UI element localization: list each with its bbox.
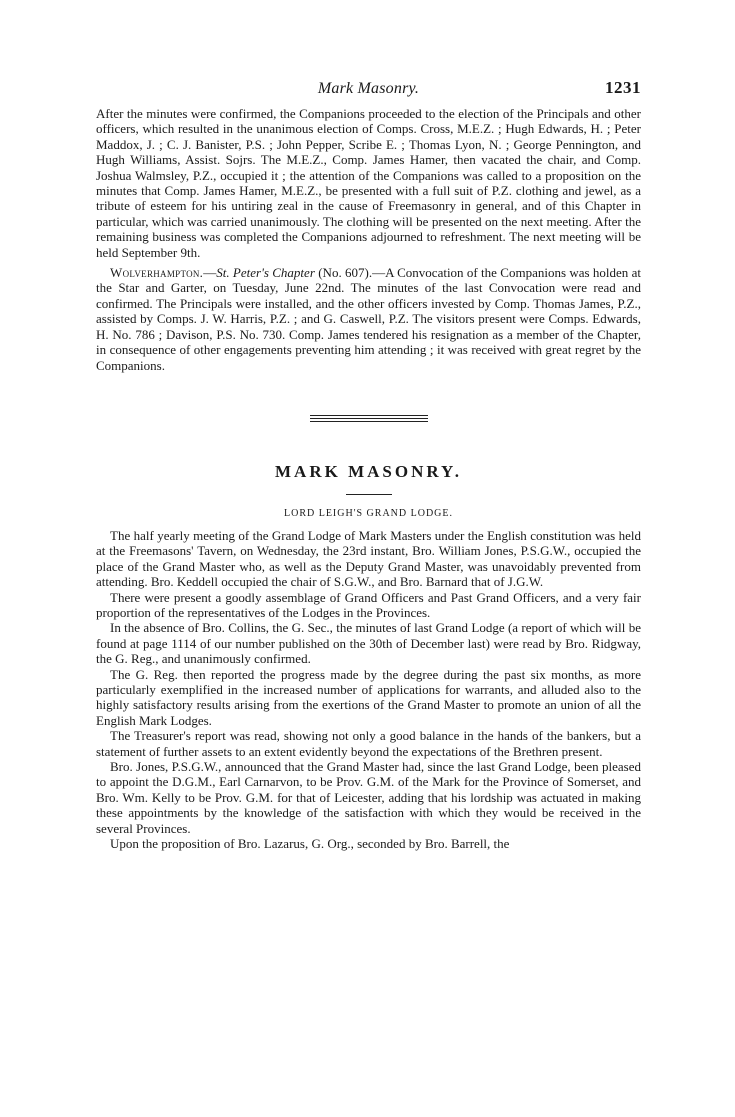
paragraph-body: In the absence of Bro. Collins, the G. Sec., the minutes of last Grand Lodge (a report of which will be found at page 1114 of our number published on the 30th of December last) were read by Bro. Ridgway, the G. Reg., and unanimously confirmed. xyxy=(96,620,641,667)
page-number: 1231 xyxy=(605,78,641,97)
paragraph-body: The Treasurer's report was read, showing not only a good balance in the hands of the bankers, but a statement of further assets to an extent evidently beyond the expectations of the Brethren present. xyxy=(96,728,641,759)
divider-line xyxy=(310,418,428,419)
paragraph-body: Bro. Jones, P.S.G.W., announced that the Grand Master had, since the last Grand Lodge, been pleased to appoint the D.G.M., Earl Carnarvon, to be Prov. G.M. of the Mark for the Province of Somerset, and Bro. Wm. Kelly to be Prov. G.M. for that of Leicester, adding that his lordship was actuated in making these appointments by the knowledge of the satisfaction with which they would be received in the several Provinces. xyxy=(96,759,641,836)
paragraph-wolverhampton-text: (No. 607).—A Convocation of the Companions was holden at the Star and Garter, on Tuesday, June 22nd. The minutes of the last Convocation were read and confirmed. The Principals were installed, and the other officers invested by Comp. Thomas James, P.Z., assisted by Comps. J. W. Harris, P.Z. ; and G. Caswell, P.Z. The visitors present were Comps. Edwards, H. No. 786 ; Davison, P.S. No. 730. Comp. James tendered his resignation as a member of the Chapter, in consequence of other engagements preventing him attending ; it was received with great regret by the Companions. xyxy=(96,265,642,373)
section-subtitle: LORD LEIGH'S GRAND LODGE. xyxy=(283,507,453,519)
paragraph-body: The G. Reg. then reported the progress made by the degree during the past six months, as more particularly exemplified in the increased number of applications for warrants, and alluded also to the highly satisfactory results arising from the exertions of the Grand Master to promote an union of all the English Mark Lodges. xyxy=(96,666,641,728)
running-title: Mark Masonry. xyxy=(317,80,420,97)
section-divider xyxy=(310,415,428,422)
divider-line xyxy=(310,415,428,416)
place-dash: — xyxy=(203,265,217,281)
paragraph-election: After the minutes were confirmed, the Companions proceeded to the election of the Principals and other officers, which resulted in the unanimous election of Comps. Cross, M.E.Z. ; Hugh Edwards, H. ; Peter Maddox, J. ; C. J. Banister, P.S. ; John Pepper, Scribe E. ; Thomas Lyon, N. ; George Pennington, and Hugh Williams, Assist. Sojrs. The M.E.Z., Comp. James Hamer, then vacated the chair, and Comp. Joshua Walmsley, P.Z., occupied it ; the attention of the Companions was called to a proposition on the minutes that Comp. James Hamer, M.E.Z., be presented with a full suit of P.Z. clothing and jewel, as a tribute of esteem for his untiring zeal in the cause of Freemasonry in general, and of this Chapter in particular, which was carried unanimously. The clothing will be presented on the next meeting. After the remaining business was completed the Companions adjourned to refreshment. The next meeting will be held September 9th. xyxy=(96,106,641,260)
divider-line xyxy=(310,421,428,422)
paragraph-body: Upon the proposition of Bro. Lazarus, G. Org., seconded by Bro. Barrell, the xyxy=(110,836,510,852)
chapter-name: St. Peter's Chapter xyxy=(216,265,315,281)
running-header xyxy=(96,78,641,106)
paragraph-body: The half yearly meeting of the Grand Lodge of Mark Masters under the English constitution was held at the Freemasons' Tavern, on Wednesday, the 23rd instant, Bro. William Jones, P.S.G.W., occupied the place of the Grand Master who, as well as the Deputy Grand Master, was unavoidably prevented from attending. Bro. Keddell occupied the chair of S.G.W., and Bro. Barnard that of J.G.W. xyxy=(96,527,641,590)
page xyxy=(96,78,641,851)
place-name: Wolverhampton. xyxy=(110,265,204,281)
section-title: MARK MASONRY. xyxy=(275,461,462,481)
title-rule xyxy=(346,494,392,495)
paragraph-body: There were present a goodly assemblage of Grand Officers and Past Grand Officers, and a very fair proportion of the representatives of the Lodges in the Provinces. xyxy=(96,589,641,620)
paragraph-wolverhampton xyxy=(96,265,641,373)
